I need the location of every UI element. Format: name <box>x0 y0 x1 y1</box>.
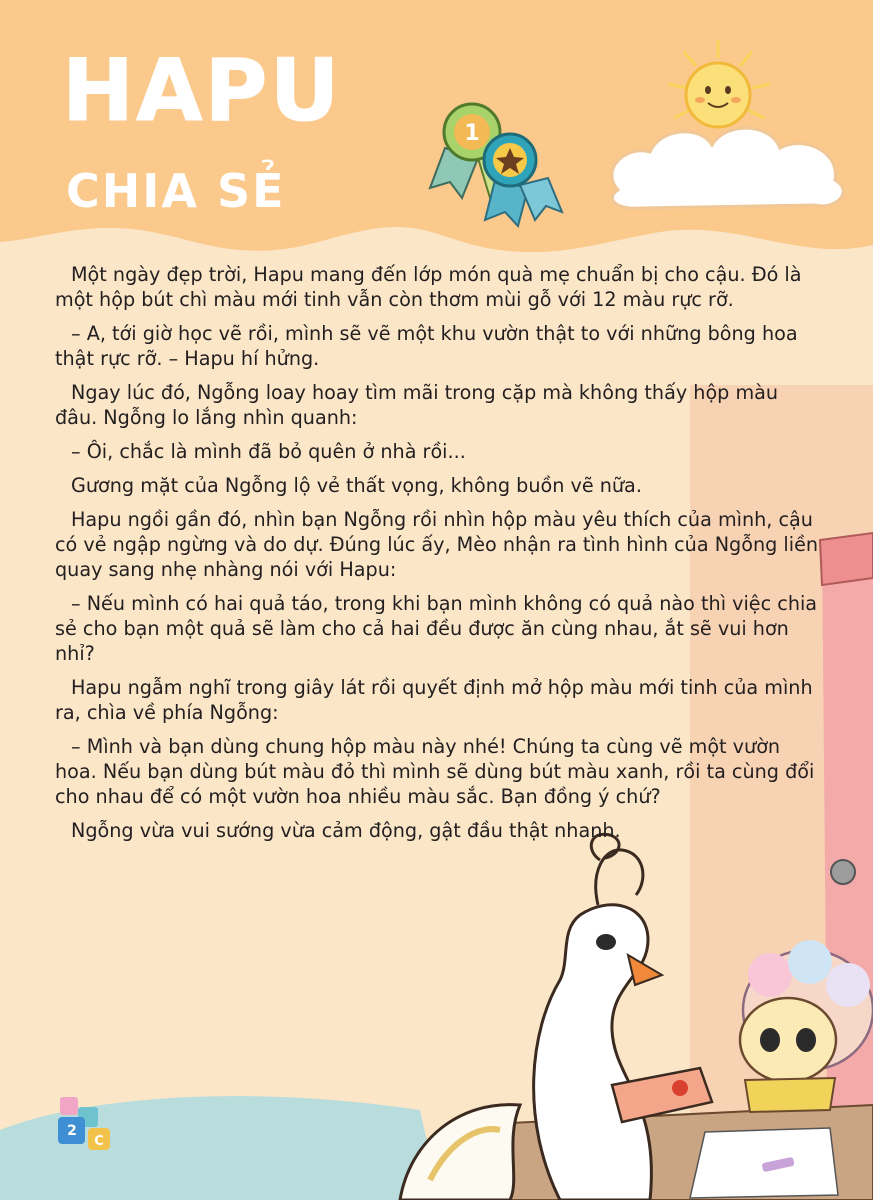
story-paragraph: Hapu ngồi gần đó, nhìn bạn Ngỗng rồi nhìn hộp màu yêu thích của mình, cậu có vẻ ngập ngừng và do dự. Đúng lúc ấy, Mèo nhận ra tình hình của Ngỗng liền quay sang nhẹ nhàng nói với Hapu: <box>55 508 819 581</box>
story-paragraph: Ngỗng vừa vui sướng vừa cảm động, gật đầu thật nhanh. <box>71 819 621 842</box>
story-paragraph: Hapu ngẫm nghĩ trong giây lát rồi quyết định mở hộp màu mới tinh của mình ra, chìa về phía Ngỗng: <box>55 676 813 724</box>
page-title: HAPU <box>62 41 342 141</box>
story-paragraph: Một ngày đẹp trời, Hapu mang đến lớp món quà mẹ chuẩn bị cho cậu. Đó là một hộp bút chì màu mới tinh vẫn còn thơm mùi gỗ với 12 màu rực rỡ. <box>55 263 802 311</box>
page-number: 2 <box>67 1123 77 1139</box>
story-paragraph: – A, tới giờ học vẽ rồi, mình sẽ vẽ một khu vườn thật to với những bông hoa thật rực rỡ. – Hapu hí hửng. <box>55 322 798 370</box>
page-subtitle: CHIA SẺ <box>66 164 286 218</box>
story-paragraph: Ngay lúc đó, Ngỗng loay hoay tìm mãi trong cặp mà không thấy hộp màu đâu. Ngỗng lo lắng nhìn quanh: <box>55 381 779 429</box>
medal-number: 1 <box>464 121 480 146</box>
story-paragraph: – Nếu mình có hai quả táo, trong khi bạn mình không có quả nào thì việc chia sẻ cho bạn một quả sẽ làm cho cả hai đều được ăn cùng nhau, ắt sẽ vui hơn nhỉ? <box>55 592 818 665</box>
story-paragraph: – Ôi, chắc là mình đã bỏ quên ở nhà rồi... <box>71 440 466 463</box>
story-paragraph: Gương mặt của Ngỗng lộ vẻ thất vọng, không buồn vẽ nữa. <box>71 474 642 497</box>
badge-letter: C <box>94 1134 104 1149</box>
story-text <box>55 262 820 852</box>
story-paragraph: – Mình và bạn dùng chung hộp màu này nhé! Chúng ta cùng vẽ một vườn hoa. Nếu bạn dùng bút màu đỏ thì mình sẽ dùng bút màu xanh, rồi ta cùng đổi cho nhau để có một vườn hoa nhiều màu sắc. Bạn đồng ý chứ? <box>55 735 815 808</box>
